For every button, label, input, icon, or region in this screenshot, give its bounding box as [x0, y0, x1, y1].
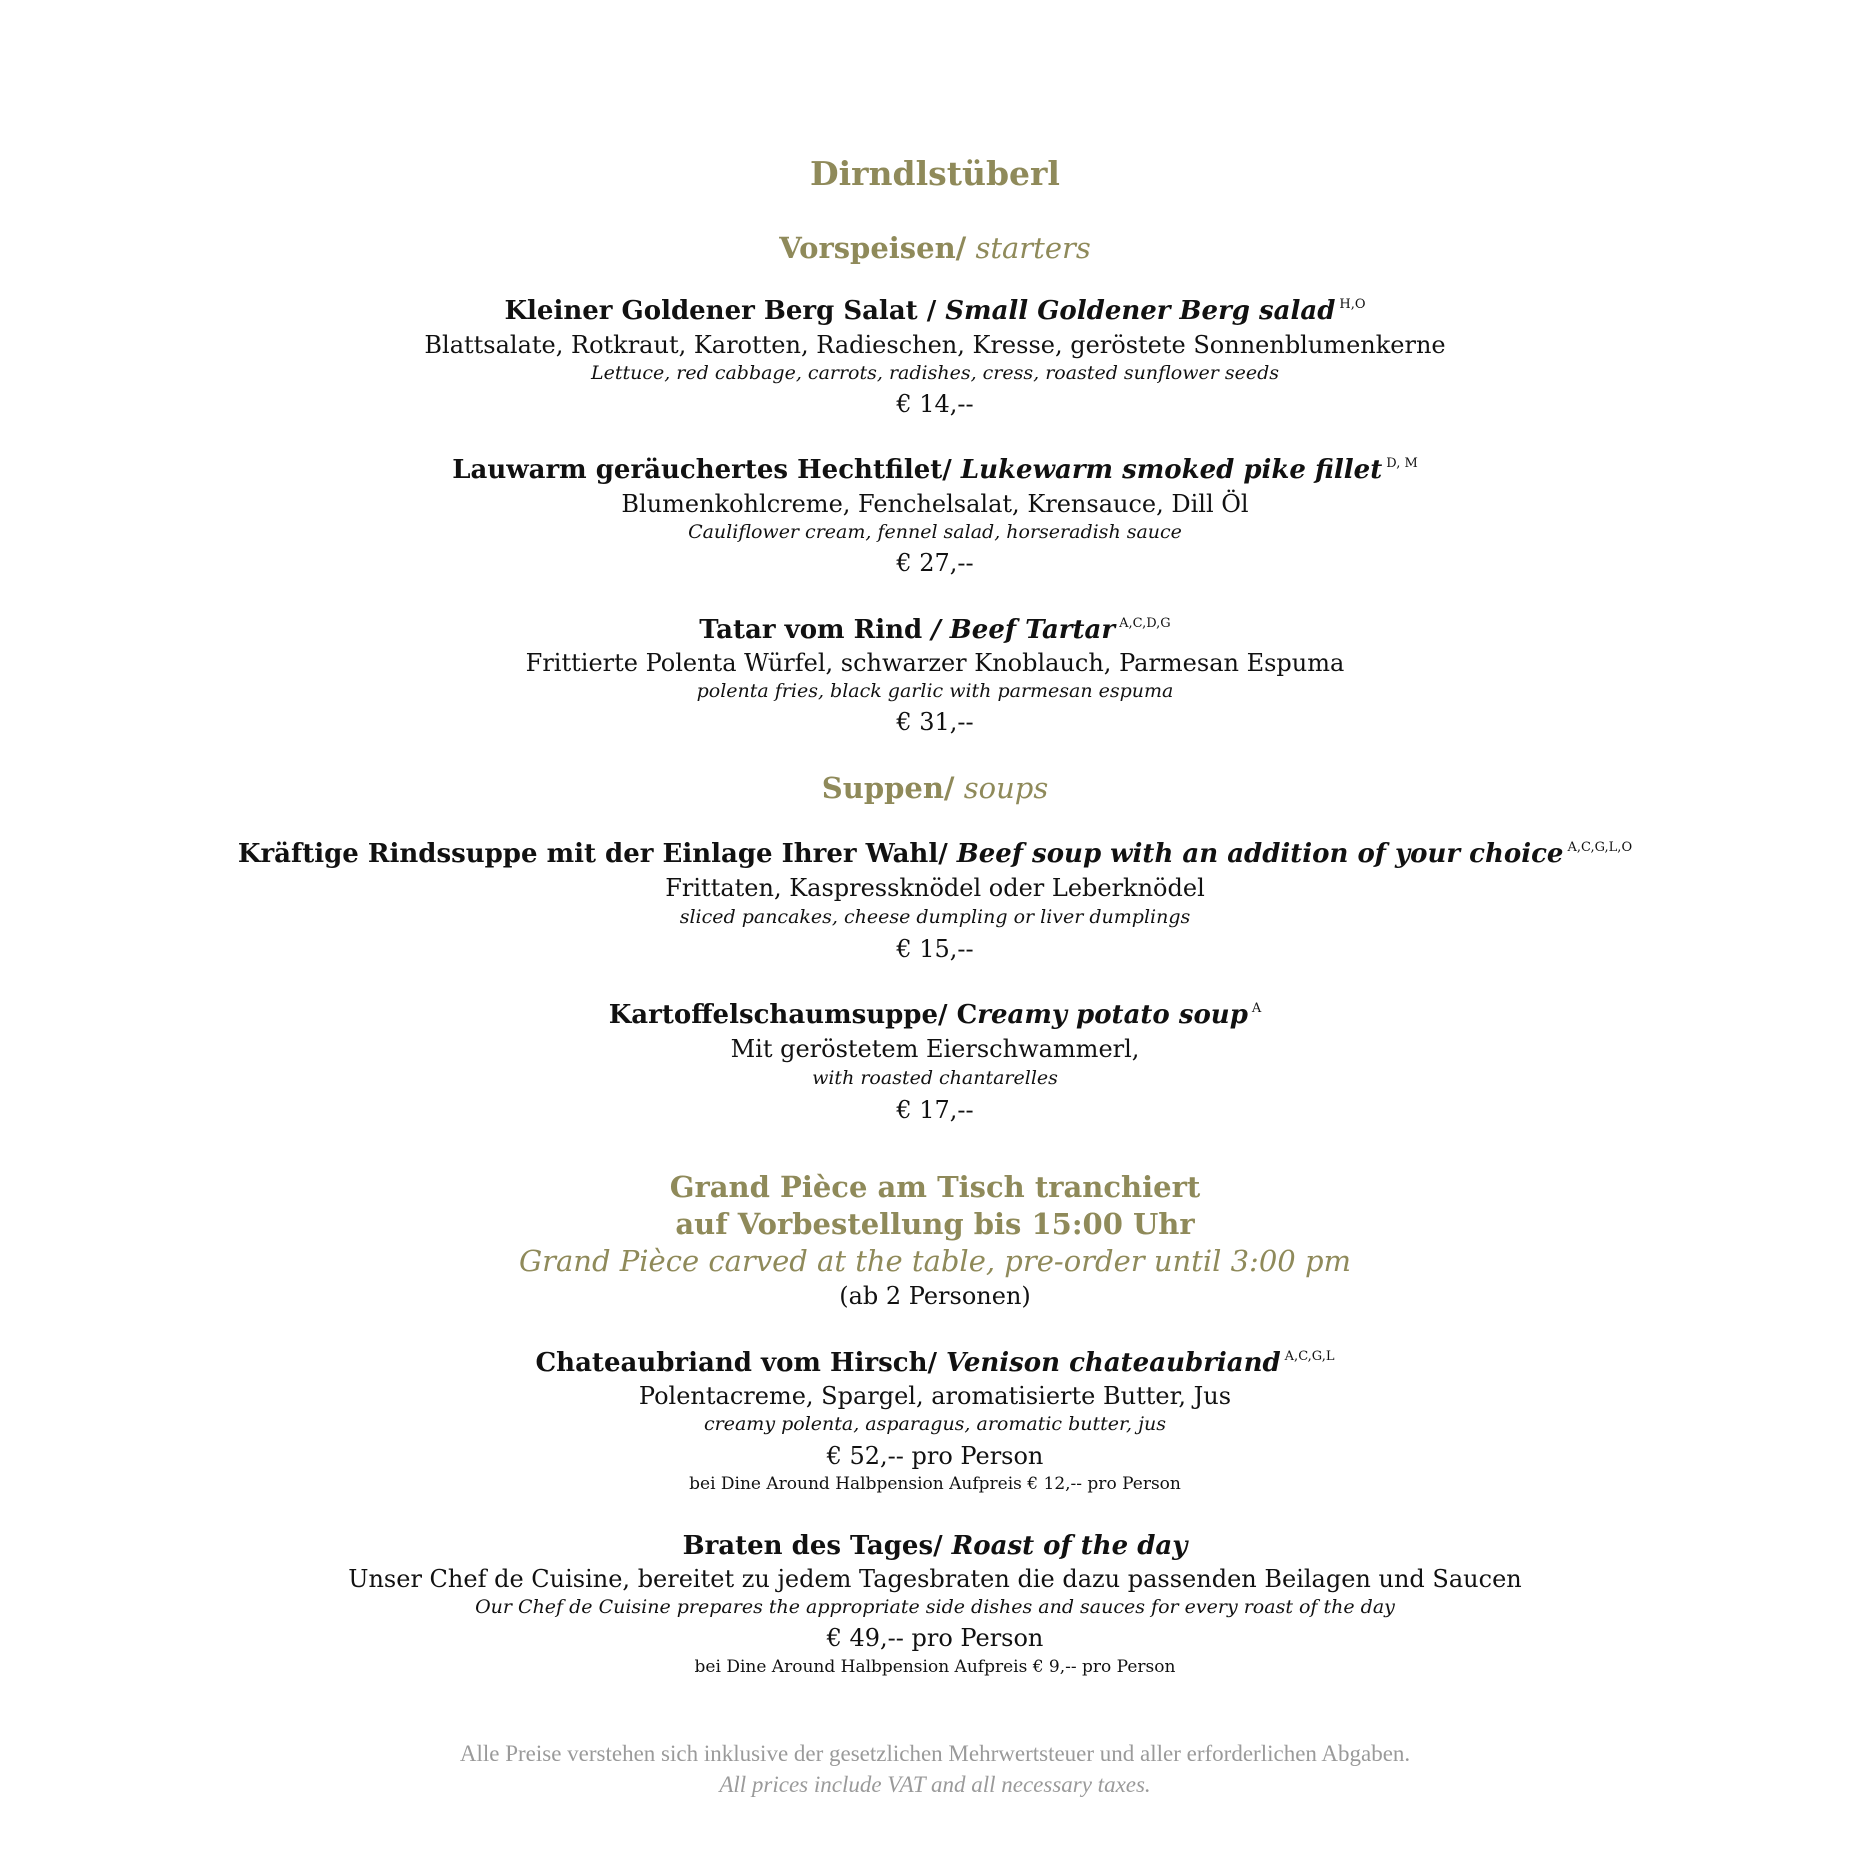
grand-piece-preorder: auf Vorbestellung bis 15:00 Uhr — [675, 1207, 1195, 1241]
dish-name-potato-soup — [0, 1002, 1870, 1028]
dish-description-en: with roasted chantarelles — [812, 1067, 1058, 1089]
footer-vat-note-en: All prices include VAT and all necessary taxes. — [719, 1772, 1151, 1797]
dish-description-de: Unser Chef de Cuisine, bereitet zu jedem Tagesbraten die dazu passenden Beilagen und Saucen — [348, 1565, 1522, 1593]
page-title: Dirndlstüberl — [810, 154, 1060, 193]
dish-description-en: Lettuce, red cabbage, carrots, radishes, cress, roasted sunflower seeds — [590, 362, 1280, 384]
allergen-codes: H,O — [1339, 297, 1366, 312]
section-heading-en: starters — [975, 231, 1091, 265]
dish-name-pike — [0, 457, 1870, 483]
section-heading-en: soups — [963, 771, 1049, 805]
dine-around-note: bei Dine Around Halbpension Aufpreis € 12,-- pro Person — [689, 1474, 1181, 1494]
dish-name-beef-soup — [0, 841, 1870, 867]
dish-name-en: Beef soup with an addition of your choice — [956, 839, 1564, 869]
dish-name-en: / Beef Tartar — [931, 615, 1116, 645]
dish-price: € 27,-- — [896, 549, 974, 577]
dish-name-en: Small Goldener Berg salad — [945, 296, 1336, 326]
dish-name-tartar — [0, 617, 1870, 643]
allergen-codes: A,C,G,L — [1284, 1349, 1335, 1364]
dish-name-en: Roast of the day — [951, 1531, 1188, 1561]
dish-description-de: Mit geröstetem Eierschwammerl, — [730, 1035, 1140, 1063]
dish-name-salad — [0, 298, 1870, 324]
dish-price: € 14,-- — [896, 390, 974, 418]
grand-piece-persons: (ab 2 Personen) — [839, 1282, 1031, 1310]
dish-name-en: Venison chateaubriand — [946, 1348, 1281, 1378]
dish-description-de: Frittaten, Kaspressknödel oder Leberknödel — [665, 874, 1205, 902]
dish-name-de: Chateaubriand vom Hirsch/ — [535, 1348, 947, 1378]
allergen-codes: A — [1251, 1001, 1262, 1016]
dish-name-de: Braten des Tages/ — [682, 1531, 952, 1561]
dish-description-en: Cauliflower cream, fennel salad, horseradish sauce — [688, 521, 1182, 543]
dish-description-de: Blumenkohlcreme, Fenchelsalat, Krensauce, Dill Öl — [621, 490, 1249, 518]
grand-piece-english: Grand Pièce carved at the table, pre-order until 3:00 pm — [518, 1244, 1352, 1278]
section-heading-soups — [0, 771, 1870, 805]
section-heading-de: Suppen/ — [821, 771, 955, 805]
dish-description-en: polenta fries, black garlic with parmesan espuma — [696, 680, 1174, 702]
dish-name-venison — [0, 1350, 1870, 1376]
dish-description-en: creamy polenta, asparagus, aromatic butter, jus — [704, 1413, 1166, 1435]
allergen-codes: A,C,D,G — [1119, 616, 1171, 631]
section-heading-de: Vorspeisen/ — [779, 231, 967, 265]
footer-vat-note-de: Alle Preise verstehen sich inklusive der gesetzlichen Mehrwertsteuer und aller erforderlichen Abgaben. — [459, 1741, 1411, 1766]
dish-name-de: Kartoffelschaumsuppe/ C — [608, 1000, 978, 1030]
allergen-codes: A,C,G,L,O — [1567, 840, 1633, 855]
dish-description-de: Frittierte Polenta Würfel, schwarzer Knoblauch, Parmesan Espuma — [525, 649, 1345, 677]
dish-name-roast — [0, 1533, 1870, 1559]
dish-price: € 52,-- pro Person — [826, 1442, 1044, 1470]
dish-description-de: Polentacreme, Spargel, aromatisierte Butter, Jus — [638, 1382, 1232, 1410]
dish-name-en: Lukewarm smoked pike fillet — [960, 455, 1383, 485]
dish-price: € 17,-- — [896, 1096, 974, 1124]
dish-price: € 31,-- — [896, 708, 974, 736]
allergen-codes: D, M — [1386, 456, 1418, 471]
dish-description-de: Blattsalate, Rotkraut, Karotten, Radieschen, Kresse, geröstete Sonnenblumenkerne — [424, 331, 1446, 359]
dish-price: € 49,-- pro Person — [826, 1624, 1044, 1652]
dish-name-de: Tatar vom Rind — [699, 615, 932, 645]
grand-piece-heading: Grand Pièce am Tisch tranchiert — [669, 1170, 1201, 1204]
dish-price: € 15,-- — [896, 935, 974, 963]
dish-name-en: reamy potato soup — [977, 1000, 1248, 1030]
dine-around-note: bei Dine Around Halbpension Aufpreis € 9,-- pro Person — [694, 1657, 1176, 1677]
dish-name-de: Kleiner Goldener Berg Salat / — [504, 296, 946, 326]
dish-name-de: Kräftige Rindssuppe mit der Einlage Ihrer Wahl/ — [237, 839, 957, 869]
section-heading-starters — [0, 231, 1870, 265]
dish-description-en: sliced pancakes, cheese dumpling or liver dumplings — [679, 906, 1191, 928]
dish-name-de: Lauwarm geräuchertes Hechtfilet/ — [452, 455, 961, 485]
dish-description-en: Our Chef de Cuisine prepares the appropriate side dishes and sauces for every roast of the day — [475, 1596, 1395, 1618]
